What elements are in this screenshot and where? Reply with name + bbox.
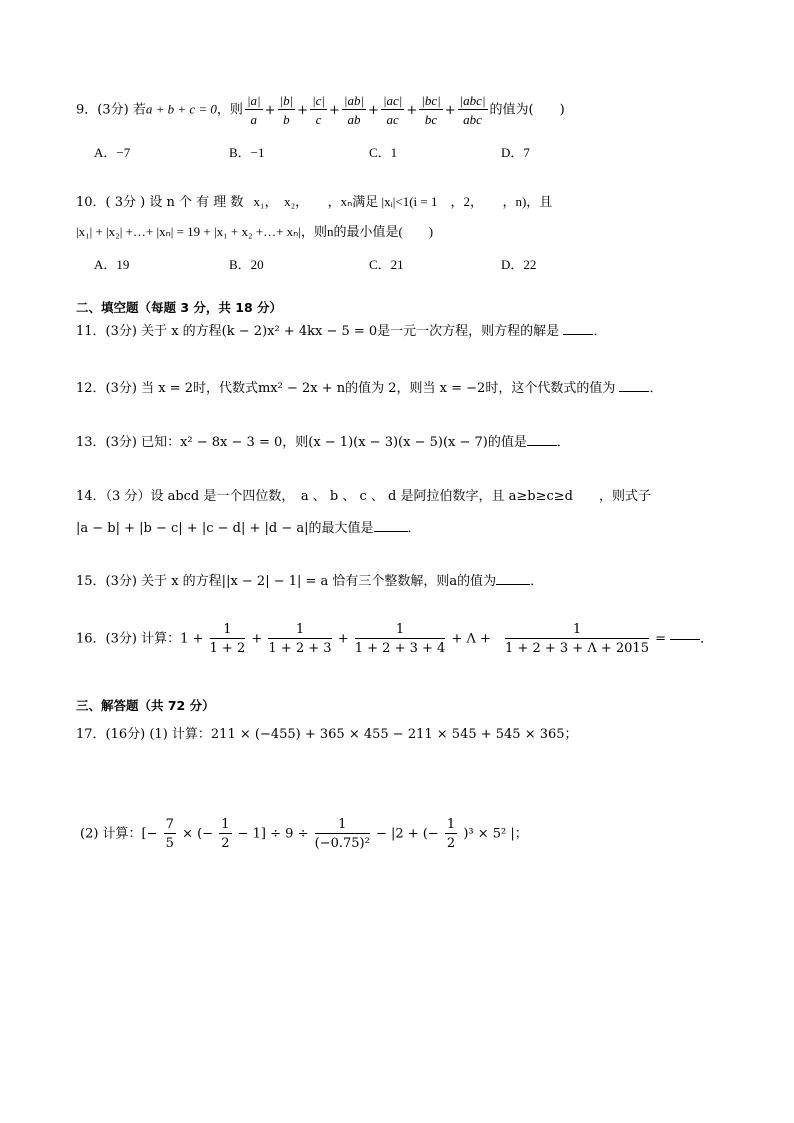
q9-fraction-sum <box>243 93 490 127</box>
plus-sign: + <box>368 102 379 118</box>
q16-prefix: 16．(3分) 计算：1 + <box>76 631 204 647</box>
q17-mid-3: − |2 + (− <box>375 826 439 842</box>
q14-text: |a − b| + |b − c| + |c − d| + |d − a|的最大值是 <box>76 521 374 536</box>
q9-mid: ，则 <box>216 102 243 118</box>
q9-fraction-1: $\frac{|a|}{a}$ <box>246 93 261 127</box>
q15-line: 15．(3分) 关于 x 的方程||x − 2| − 1| = a 恰有三个整数解，则a的值为 ． <box>76 574 544 589</box>
q10-line-1 <box>76 195 552 209</box>
q15-text: 15．(3分) 关于 x 的方程||x − 2| − 1| = a 恰有三个整数解，则a的值为 <box>76 574 497 589</box>
plus-sign: + <box>264 102 276 118</box>
q11-answer-blank[interactable] <box>563 334 593 335</box>
q9-fraction-6: $\frac{|bc|}{bc}$ <box>421 93 441 127</box>
q10-option-a[interactable]: A．19 <box>94 257 130 272</box>
q17-fraction-3: $\frac{1}{\text{(−0.75)²}}$ <box>314 817 370 851</box>
q13-text: 13．(3分) 已知：x² − 8x − 3 = 0，则(x − 1)(x − 3)(x − 5)(x − 7)的值是 <box>76 435 527 450</box>
q11-text: 11．(3分) 关于 x 的方程(k − 2)x² + 4kx − 5 = 0是一元一次方程，则方程的解是 <box>76 324 560 339</box>
q16-fraction-2: $\frac{1}{1 + 2 + 3}$ <box>268 622 332 656</box>
q14-line-1: 14．（3 分）设 abcd 是一个四位数， a 、 b 、 c 、 d 是阿拉伯数字，且 a≥b≥c≥d ，则式子 <box>76 489 651 504</box>
q17-tail: )³ × 5² |； <box>463 826 528 842</box>
q9-fraction-3: $\frac{|c|}{c}$ <box>312 93 325 127</box>
q10-option-c[interactable]: C．21 <box>369 257 404 272</box>
plus-sign: + <box>406 102 418 118</box>
q9-option-d[interactable]: D．7 <box>501 145 530 160</box>
plus-sign: + <box>297 102 309 118</box>
q17-fraction-4: $\frac{1}{2}$ <box>446 817 456 851</box>
q9-fraction-5: $\frac{|ac|}{ac}$ <box>382 93 403 127</box>
q13-answer-blank[interactable] <box>527 445 557 446</box>
section-2-heading: 二、填空题（每题 3 分，共 18 分） <box>76 300 283 315</box>
q9-option-c[interactable]: C．1 <box>369 145 398 160</box>
q9-fraction-7: $\frac{\text{|abc|}}{\text{abc}}$ <box>459 93 486 127</box>
q16-line: 16．(3分) 计算：1 + $\frac{1}{1 + 2}$ + $\frac{1}{1 + 2 + 3}$ + $\frac{1}{1 + 2 + 3 + 4}$ + Λ + $\frac{1}{1 + 2 + 3 + \Lambda + 2015}$ = ． <box>76 622 714 656</box>
q10-line-1a: 10．( 3分 ) 设 n 个 有 理 数 <box>76 195 244 210</box>
q17-fraction-1: $\frac{7}{5}$ <box>165 817 174 851</box>
plus-sign: + <box>444 102 456 118</box>
q9-option-b[interactable]: B．−1 <box>229 145 265 160</box>
q17-part-1: 17．(16分) (1) 计算：211 × (−455) + 365 × 455 − 211 × 545 + 545 × 365； <box>76 727 578 742</box>
q12-answer-blank[interactable] <box>619 391 649 392</box>
q17-mid-1: × (− <box>182 826 214 842</box>
section-3-heading: 三、解答题（共 72 分） <box>76 698 215 713</box>
q10-line-1b: x₁， x₂， ，xₙ满足 |xᵢ|<1(i = 1 ，2， ，n)，且 <box>253 194 553 209</box>
q17-part-2-prefix: (2) 计算：[− <box>80 826 158 842</box>
q11-line: 11．(3分) 关于 x 的方程(k − 2)x² + 4kx − 5 = 0是一元一次方程，则方程的解是 ． <box>76 324 607 339</box>
q9-prefix: 9．(3分) 若 <box>76 102 146 118</box>
q12-line: 12．(3分) 当 x = 2时，代数式mx² − 2x + n的值为 2，则当 x = −2时，这个代数式的值为 ． <box>76 381 663 396</box>
q14-answer-blank[interactable] <box>374 531 408 532</box>
q16-lambda: + Λ + <box>451 631 491 647</box>
q16-fraction-3: $\frac{1}{1 + 2 + 3 + 4}$ <box>354 622 446 656</box>
q9-fraction-2: $\frac{|b|}{b}$ <box>279 93 294 127</box>
q10-option-b[interactable]: B．20 <box>229 257 264 272</box>
q9-fraction-4: $\frac{|ab|}{ab}$ <box>343 93 365 127</box>
q10-option-d[interactable]: D．22 <box>501 257 537 272</box>
plus-sign: + <box>328 102 340 118</box>
q9-line <box>76 94 565 126</box>
q12-text: 12．(3分) 当 x = 2时，代数式mx² − 2x + n的值为 2，则当 x = −2时，这个代数式的值为 <box>76 381 616 396</box>
q10-line-2: |x₁| + |x₂| +…+ |xₙ| = 19 + |x₁ + x₂ +…+ xₙ|，则n的最小值是( ) <box>76 224 434 239</box>
q9-suffix: 的值为( ) <box>489 102 565 118</box>
q17-part-2 <box>80 818 528 850</box>
q16-fraction-4: $\frac{1}{1 + 2 + 3 + \Lambda + 2015}$ <box>505 622 649 656</box>
q13-line: 13．(3分) 已知：x² − 8x − 3 = 0，则(x − 1)(x − 3)(x − 5)(x − 7)的值是 ． <box>76 435 570 450</box>
q17-fraction-2: $\frac{1}{2}$ <box>221 817 230 851</box>
q9-condition: a + b + c = 0 <box>145 101 217 117</box>
q9-option-a[interactable]: A．−7 <box>94 145 131 160</box>
q15-answer-blank[interactable] <box>496 584 530 585</box>
q17-mid-2: − 1] ÷ 9 ÷ <box>237 826 309 842</box>
q14-line-2: |a − b| + |b − c| + |c − d| + |d − a|的最大值是 ． <box>76 521 421 536</box>
q16-fraction-1: $\frac{1}{1 + 2}$ <box>209 622 246 656</box>
q16-answer-blank[interactable] <box>670 639 700 640</box>
